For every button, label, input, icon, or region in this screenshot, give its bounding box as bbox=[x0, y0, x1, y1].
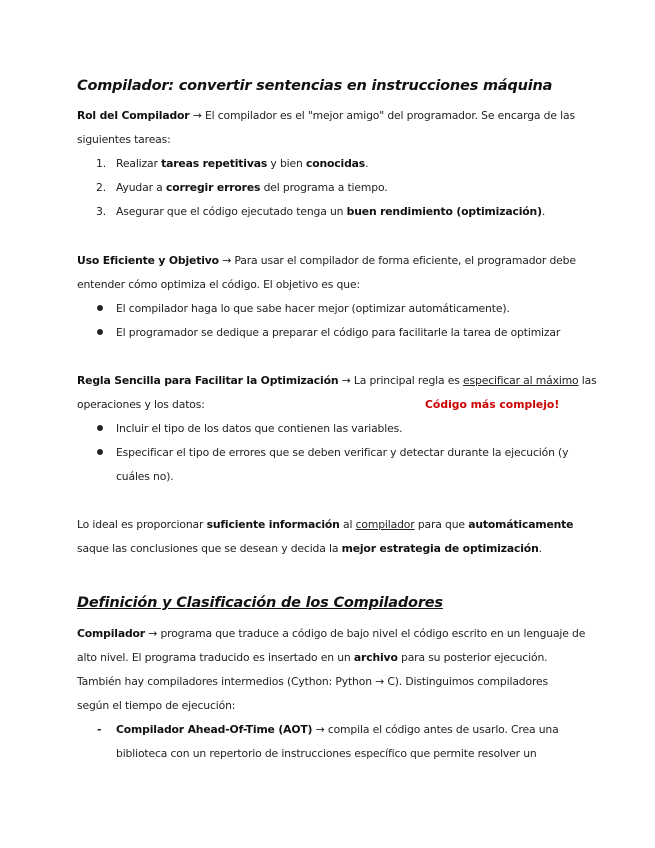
section-title-definicion: Definición y Clasificación de los Compiladores bbox=[77, 595, 443, 611]
uso-bullet-1: El compilador haga lo que sabe hacer mejor (optimizar automáticamente). bbox=[116, 302, 510, 315]
def-heading: Compilador bbox=[77, 627, 145, 640]
dash-bullet: - bbox=[97, 723, 102, 736]
uso-paragraph-line2: entender cómo optimiza el código. El objetivo es que: bbox=[77, 278, 360, 291]
rol-paragraph-line2: siguientes tareas: bbox=[77, 133, 171, 146]
uso-text: → Para usar el compilador de forma eficiente, el programador debe bbox=[218, 254, 576, 267]
list-text: . bbox=[541, 205, 546, 218]
regla-annotation: Código más complejo! bbox=[425, 398, 560, 411]
regla-underlined: especificar al máximo bbox=[463, 374, 579, 387]
list-text: Realizar bbox=[116, 157, 162, 170]
aot-line1 bbox=[116, 723, 559, 736]
def-paragraph-line3: También hay compiladores intermedios (Cython: Python → C). Distinguimos compiladores bbox=[77, 675, 548, 688]
ideal-text: . bbox=[538, 542, 542, 555]
regla-paragraph-line2: operaciones y los datos: bbox=[77, 398, 205, 411]
regla-text-end: las bbox=[578, 374, 597, 387]
list-bold: conocidas bbox=[305, 157, 366, 170]
list-item bbox=[96, 181, 106, 194]
def-bold: archivo bbox=[353, 651, 398, 664]
bullet-icon bbox=[97, 425, 103, 431]
ideal-bold: mejor estrategia de optimización bbox=[341, 542, 539, 555]
regla-bullet-1: Incluir el tipo de los datos que contienen las variables. bbox=[116, 422, 403, 435]
list-text: y bien bbox=[267, 157, 306, 170]
ideal-text: al bbox=[339, 518, 356, 531]
list-item bbox=[96, 205, 106, 218]
def-paragraph-line1 bbox=[77, 627, 585, 640]
regla-bullet-2: Especificar el tipo de errores que se deben verificar y detectar durante la ejecución (y bbox=[116, 446, 569, 459]
list-number: 1. bbox=[96, 157, 107, 170]
ideal-paragraph-line2 bbox=[77, 542, 542, 555]
regla-text: → La principal regla es bbox=[338, 374, 464, 387]
uso-heading: Uso Eficiente y Objetivo bbox=[77, 254, 219, 267]
ideal-bold: suficiente información bbox=[206, 518, 340, 531]
def-paragraph-line4: según el tiempo de ejecución: bbox=[77, 699, 236, 712]
list-text: del programa a tiempo. bbox=[260, 181, 388, 194]
def-paragraph-line2 bbox=[77, 651, 547, 664]
regla-bullet-2-cont: cuáles no). bbox=[116, 470, 174, 483]
list-item bbox=[96, 157, 106, 170]
list-item-text bbox=[116, 181, 388, 194]
aot-text: → compila el código antes de usarlo. Crea una bbox=[312, 723, 559, 736]
rol-heading: Rol del Compilador bbox=[77, 109, 190, 122]
ideal-paragraph-line1 bbox=[77, 518, 573, 531]
def-text: para su posterior ejecución. bbox=[397, 651, 548, 664]
ideal-text: saque las conclusiones que se desean y decida la bbox=[77, 542, 342, 555]
list-number: 3. bbox=[96, 205, 107, 218]
list-bold: tareas repetitivas bbox=[161, 157, 268, 170]
rol-text: → El compilador es el "mejor amigo" del programador. Se encarga de las bbox=[189, 109, 575, 122]
list-number: 2. bbox=[96, 181, 107, 194]
list-item-text bbox=[116, 205, 545, 218]
uso-bullet-2: El programador se dedique a preparar el código para facilitarle la tarea de optimizar bbox=[116, 326, 561, 339]
aot-line2: biblioteca con un repertorio de instrucciones específico que permite resolver un bbox=[116, 747, 537, 760]
list-text: . bbox=[365, 157, 369, 170]
list-bold: corregir errores bbox=[165, 181, 261, 194]
regla-paragraph-line1 bbox=[77, 374, 597, 387]
aot-heading: Compilador Ahead-Of-Time (AOT) bbox=[116, 723, 313, 736]
list-item-text bbox=[116, 157, 368, 170]
list-text: Ayudar a bbox=[116, 181, 166, 194]
list-bold: buen rendimiento (optimización) bbox=[346, 205, 542, 218]
ideal-text: para que bbox=[414, 518, 469, 531]
bullet-icon bbox=[97, 305, 103, 311]
ideal-text: Lo ideal es proporcionar bbox=[77, 518, 207, 531]
regla-heading: Regla Sencilla para Facilitar la Optimización bbox=[77, 374, 339, 387]
list-text: Asegurar que el código ejecutado tenga un bbox=[116, 205, 347, 218]
def-text: alto nivel. El programa traducido es insertado en un bbox=[77, 651, 354, 664]
bullet-icon bbox=[97, 329, 103, 335]
ideal-bold: automáticamente bbox=[468, 518, 574, 531]
rol-paragraph-line1 bbox=[77, 109, 575, 122]
section-title-compilador: Compilador: convertir sentencias en instrucciones máquina bbox=[77, 78, 553, 94]
uso-paragraph-line1 bbox=[77, 254, 576, 267]
ideal-underlined: compilador bbox=[355, 518, 415, 531]
def-text: → programa que traduce a código de bajo nivel el código escrito en un lenguaje de bbox=[144, 627, 586, 640]
bullet-icon bbox=[97, 449, 103, 455]
